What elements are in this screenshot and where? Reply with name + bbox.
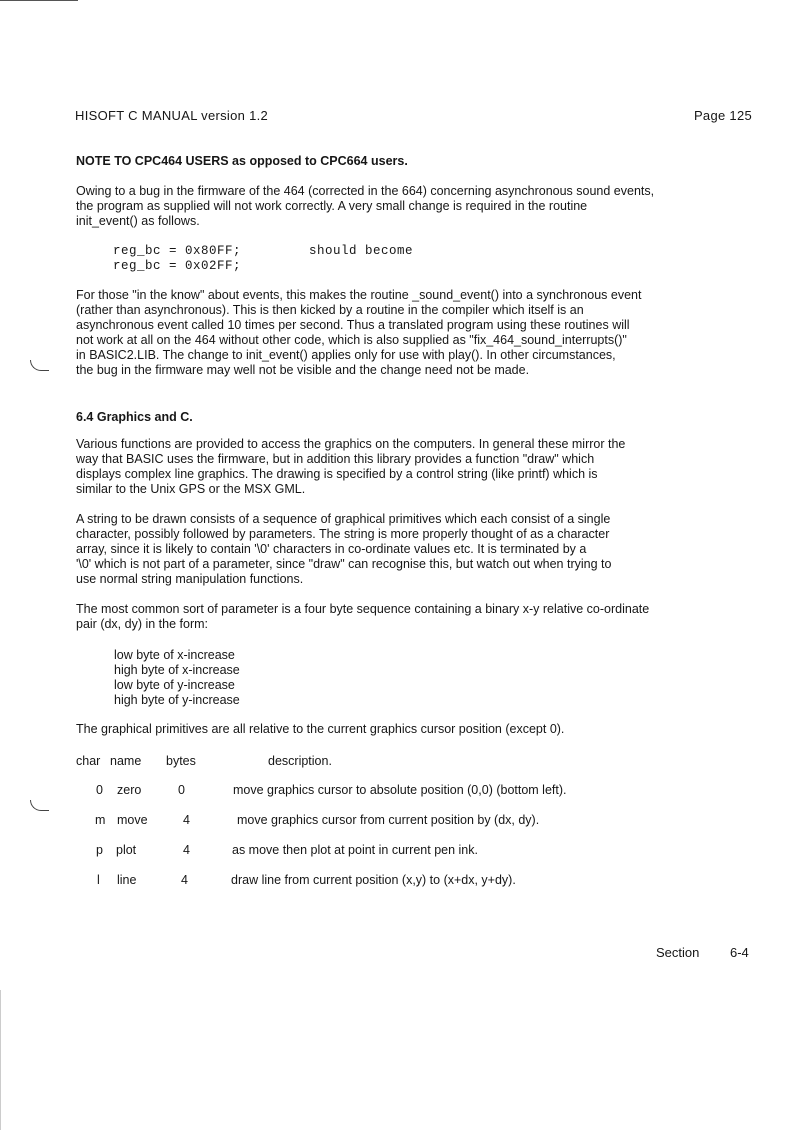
- code-line: reg_bc = 0x02FF;: [113, 259, 242, 273]
- cell-char: m: [95, 813, 106, 827]
- footer-section-label: Section: [656, 945, 700, 960]
- text-line: '\0' which is not part of a parameter, since "draw" can recognise this, but watch out when trying to: [76, 557, 612, 571]
- code-block: [113, 244, 241, 274]
- margin-tick-mark: [30, 800, 49, 811]
- cell-char: 0: [96, 783, 103, 797]
- cell-char: p: [96, 843, 103, 857]
- cell-name: line: [117, 873, 137, 887]
- manual-title: HISOFT C MANUAL version 1.2: [75, 108, 269, 123]
- margin-tick-mark: [30, 360, 49, 371]
- scan-edge-mark: [0, 0, 78, 1]
- cell-name: plot: [116, 843, 137, 857]
- section-paragraph: [76, 437, 752, 497]
- list-item: low byte of y-increase: [114, 678, 235, 692]
- page-number: Page 125: [693, 108, 752, 123]
- text-line: init_event() as follows.: [76, 214, 200, 228]
- text-line: array, since it is likely to contain '\0' characters in co-ordinate values etc. It is terminated by a: [76, 542, 587, 556]
- text-line: (rather than asynchronous). This is then kicked by a routine in the compiler which itself is an: [76, 303, 584, 317]
- note-paragraph: [76, 184, 752, 229]
- cell-bytes: 0: [178, 783, 185, 797]
- text-line: pair (dx, dy) in the form:: [76, 617, 208, 631]
- header-description: description.: [268, 754, 332, 768]
- code-comment: should become: [309, 244, 414, 258]
- section-paragraph-2: [76, 512, 752, 587]
- section-paragraph-3: [76, 602, 752, 632]
- cell-char: l: [97, 873, 100, 887]
- scan-edge-mark: [0, 990, 1, 1130]
- cell-description: move graphics cursor from current position by (dx, dy).: [237, 813, 540, 827]
- text-line: character, possibly followed by parameters. The string is more properly thought of as a character: [76, 527, 610, 541]
- cell-bytes: 4: [183, 813, 190, 827]
- text-line: For those "in the know" about events, this makes the routine _sound_event() into a synchronous event: [76, 288, 642, 302]
- text-line: in BASIC2.LIB. The change to init_event() applies only for use with play(). In other circumstances,: [76, 348, 616, 362]
- header-bytes: bytes: [166, 754, 196, 768]
- footer-section-number: 6-4: [730, 945, 749, 960]
- text-line: similar to the Unix GPS or the MSX GML.: [76, 482, 306, 496]
- text-line: displays complex line graphics. The drawing is specified by a control string (like printf) which is: [76, 467, 598, 481]
- text-line: the program as supplied will not work correctly. A very small change is required in the routine: [76, 199, 588, 213]
- header-char: char: [76, 754, 101, 768]
- byte-order-list: [114, 648, 240, 708]
- cell-description: move graphics cursor to absolute position (0,0) (bottom left).: [233, 783, 567, 797]
- text-line: the bug in the firmware may well not be visible and the change need not be made.: [76, 363, 530, 377]
- cell-name: move: [117, 813, 148, 827]
- note-paragraph-2: [76, 288, 752, 378]
- cell-name: zero: [117, 783, 142, 797]
- code-line: reg_bc = 0x80FF;: [113, 244, 242, 258]
- section-heading: 6.4 Graphics and C.: [76, 410, 193, 424]
- text-line: way that BASIC uses the firmware, but in addition this library provides a function "draw" which: [76, 452, 595, 466]
- text-line: Various functions are provided to access the graphics on the computers. In general these mirror the: [76, 437, 626, 451]
- list-item: high byte of x-increase: [114, 663, 240, 677]
- header-name: name: [110, 754, 142, 768]
- text-line: not work at all on the 464 without other code, which is also supplied as "fix_464_sound_interrupts()": [76, 333, 627, 347]
- text-line: Owing to a bug in the firmware of the 464 (corrected in the 664) concerning asynchronous sound events,: [76, 184, 655, 198]
- list-item: low byte of x-increase: [114, 648, 235, 662]
- note-heading: NOTE TO CPC464 USERS as opposed to CPC664 users.: [76, 154, 408, 168]
- cell-description: draw line from current position (x,y) to (x+dx, y+dy).: [231, 873, 516, 887]
- cell-bytes: 4: [181, 873, 188, 887]
- text-line: The most common sort of parameter is a four byte sequence containing a binary x-y relative co-ordinate: [76, 602, 650, 616]
- text-line: asynchronous event called 10 times per second. Thus a translated program using these routines will: [76, 318, 630, 332]
- text-line: A string to be drawn consists of a sequence of graphical primitives which each consist of a single: [76, 512, 611, 526]
- list-item: high byte of y-increase: [114, 693, 240, 707]
- cell-description: as move then plot at point in current pen ink.: [232, 843, 478, 857]
- text-line: use normal string manipulation functions.: [76, 572, 304, 586]
- section-paragraph-4: The graphical primitives are all relative to the current graphics cursor position (except 0).: [76, 722, 565, 736]
- cell-bytes: 4: [183, 843, 190, 857]
